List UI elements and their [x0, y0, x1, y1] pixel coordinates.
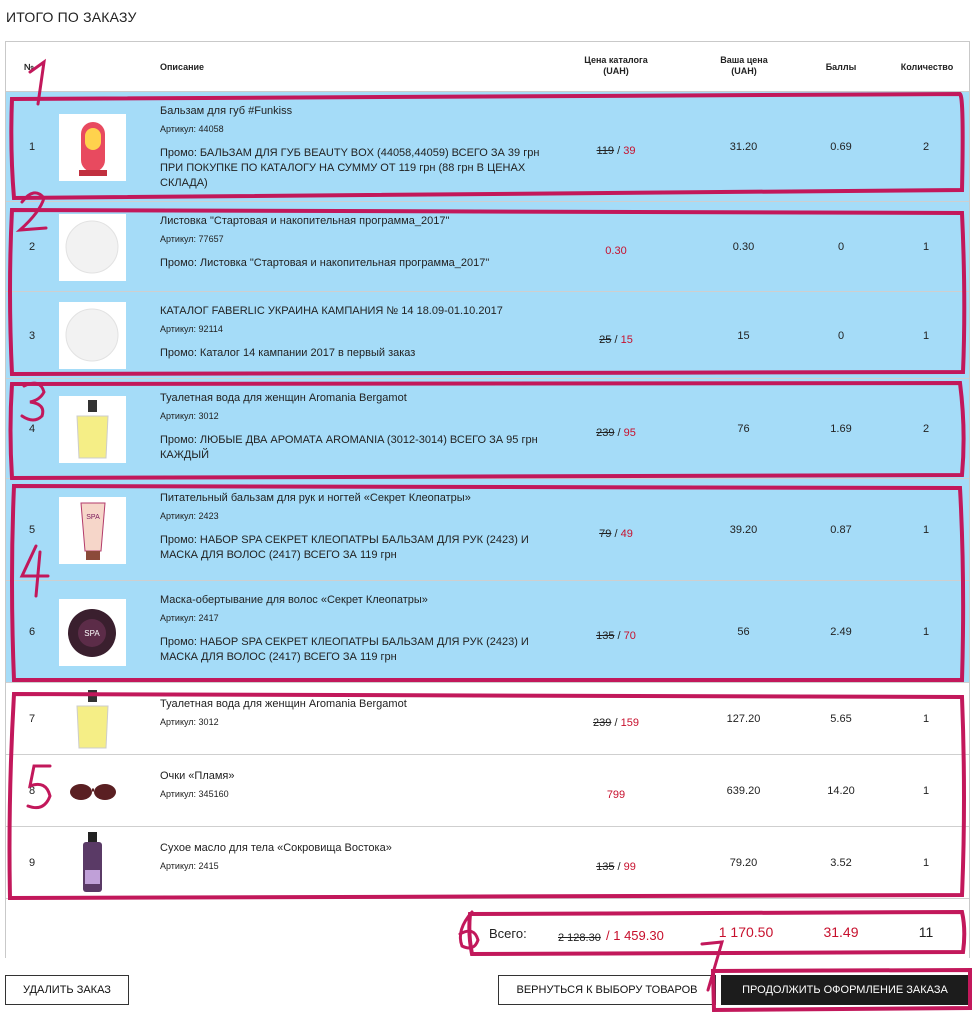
row-number: 1 [29, 141, 36, 153]
table-row [6, 755, 969, 827]
product-article: Артикул: 2417 [160, 613, 219, 623]
totals-label: Всего: [489, 926, 527, 941]
svg-text:SPA: SPA [84, 628, 100, 638]
quantity: 1 [922, 241, 930, 253]
totals-catalog-new: / 1 459.30 [606, 928, 664, 943]
row-number: 2 [29, 241, 36, 253]
row-description [160, 593, 540, 665]
product-promo: Промо: НАБОР SPA СЕКРЕТ КЛЕОПАТРЫ БАЛЬЗАМ ДЛЯ РУК (2423) И МАСКА ДЛЯ ВОЛОС (2417) ВСЕГО ЗА 119 грн [160, 636, 529, 663]
row-description [160, 697, 540, 729]
your-price: 39.20 [729, 524, 758, 536]
product-article: Артикул: 3012 [160, 717, 219, 727]
quantity: 1 [922, 713, 930, 725]
totals-row [6, 907, 969, 958]
totals-your-price: 1 170.50 [718, 924, 774, 940]
quantity: 1 [922, 626, 930, 638]
product-name[interactable]: Листовка "Стартовая и накопительная программа_2017" [160, 215, 450, 227]
quantity: 2 [922, 141, 930, 153]
your-price: 127.20 [726, 713, 761, 725]
quantity: 1 [922, 785, 930, 797]
catalog-price: 799 [606, 789, 626, 801]
product-promo: Промо: Листовка "Стартовая и накопительная программа_2017" [160, 257, 490, 269]
table-header [6, 42, 969, 92]
row-number: 3 [29, 329, 36, 342]
your-price: 76 [737, 423, 750, 435]
table-row [6, 292, 969, 379]
product-promo: Промо: БАЛЬЗАМ ДЛЯ ГУБ BEAUTY BOX (44058,44059) ВСЕГО ЗА 39 грн ПРИ ПОКУПКЕ ПО КАТАЛОГУ НА СУММУ ОТ 119 грн (88 грн В ЦЕНАХ СКЛАДА) [160, 147, 540, 189]
product-name[interactable]: Туалетная вода для женщин Aromania Bergamot [160, 392, 407, 404]
product-article: Артикул: 77657 [160, 234, 224, 244]
catalog-price: 135 / 70 [596, 630, 636, 642]
product-article: Артикул: 2423 [160, 511, 219, 521]
col-points-header: Баллы [825, 62, 857, 72]
row-number: 5 [29, 524, 36, 536]
row-description [160, 841, 540, 873]
row-number: 7 [29, 713, 36, 725]
product-promo: Промо: Каталог 14 кампании 2017 в первый заказ [160, 347, 416, 359]
your-price: 0.30 [732, 241, 755, 253]
product-name[interactable]: Туалетная вода для женщин Aromania Bergamot [160, 698, 407, 710]
sunglasses-image[interactable] [59, 758, 126, 825]
body-oil-spray-image[interactable] [59, 830, 126, 897]
product-name[interactable]: Питательный бальзам для рук и ногтей «Секрет Клеопатры» [160, 492, 471, 504]
product-article: Артикул: 44058 [160, 124, 224, 134]
table-row [6, 581, 969, 683]
product-article: Артикул: 2415 [160, 861, 219, 871]
totals-points: 31.49 [823, 924, 859, 940]
catalog-price: 25 / 15 [599, 333, 633, 346]
row-description [160, 304, 540, 361]
product-name[interactable]: Сухое масло для тела «Сокровища Востока» [160, 842, 392, 854]
catalog-price: 0.30 [605, 245, 627, 257]
catalog-price: 79 / 49 [599, 528, 633, 540]
product-article: Артикул: 92114 [160, 324, 223, 334]
your-price: 79.20 [729, 857, 758, 869]
totals-catalog-old: 2 128.30 [558, 932, 601, 944]
table-row [6, 683, 969, 755]
product-name[interactable]: КАТАЛОГ FABERLIC УКРАИНА КАМПАНИЯ № 14 18.09-01.10.2017 [160, 305, 503, 317]
svg-text:SPA: SPA [86, 513, 100, 521]
hand-balm-tube-image[interactable] [59, 497, 126, 564]
points: 0.69 [830, 141, 852, 153]
table-row [6, 92, 969, 202]
page-title: ИТОГО ПО ЗАКАЗУ [6, 9, 137, 25]
product-article: Артикул: 3012 [160, 411, 219, 421]
row-description [160, 214, 540, 271]
leaflet-placeholder-image[interactable] [59, 214, 126, 281]
points: 0 [837, 329, 845, 342]
catalog-price: 119 / 39 [596, 145, 636, 157]
product-article: Артикул: 345160 [160, 789, 229, 799]
quantity: 2 [922, 423, 930, 435]
delete-order-button[interactable]: УДАЛИТЬ ЗАКАЗ [5, 975, 129, 1005]
table-row [6, 202, 969, 292]
your-price: 15 [737, 329, 750, 342]
points: 5.65 [830, 713, 852, 725]
row-description [160, 769, 540, 801]
table-row [6, 479, 969, 581]
your-price: 31.20 [729, 141, 758, 153]
your-price: 56 [737, 626, 750, 638]
points: 3.52 [830, 857, 852, 869]
catalog-price: 239 / 159 [593, 717, 639, 729]
col-num-header: № [24, 62, 35, 72]
row-description [160, 491, 540, 563]
product-name[interactable]: Бальзам для губ #Funkiss [160, 105, 293, 117]
points: 1.69 [830, 423, 852, 435]
points: 0 [837, 241, 845, 253]
points: 0.87 [830, 524, 852, 536]
catalog-placeholder-image[interactable] [59, 302, 126, 369]
catalog-price: 239 / 95 [596, 427, 636, 439]
row-number: 4 [29, 423, 36, 435]
row-number: 6 [29, 626, 36, 638]
product-name[interactable]: Маска-обертывание для волос «Секрет Клеопатры» [160, 594, 428, 606]
totals-qty: 11 [918, 924, 934, 940]
product-name[interactable]: Очки «Пламя» [160, 770, 235, 782]
col-desc-header: Описание [160, 62, 205, 72]
product-promo: Промо: НАБОР SPA СЕКРЕТ КЛЕОПАТРЫ БАЛЬЗАМ ДЛЯ РУК (2423) И МАСКА ДЛЯ ВОЛОС (2417) ВСЕГО ЗА 119 грн [160, 534, 529, 561]
quantity: 1 [922, 329, 930, 342]
lip-balm-image[interactable] [59, 114, 126, 181]
row-number: 8 [29, 785, 36, 797]
col-your-price-header: Ваша цена (UAH) [720, 55, 768, 76]
hair-mask-jar-image[interactable] [59, 599, 126, 666]
perfume-bottle-image[interactable] [59, 686, 126, 753]
points: 14.20 [827, 785, 855, 797]
col-catalog-price-header: Цена каталога (UAH) [584, 55, 648, 76]
row-number: 9 [29, 857, 36, 869]
table-row [6, 379, 969, 479]
points: 2.49 [830, 626, 852, 638]
table-row [6, 827, 969, 899]
row-description [160, 104, 540, 191]
quantity: 1 [922, 524, 930, 536]
back-to-products-button[interactable]: ВЕРНУТЬСЯ К ВЫБОРУ ТОВАРОВ [498, 975, 716, 1005]
order-table [5, 41, 970, 958]
row-description [160, 391, 540, 463]
col-qty-header: Количество [900, 62, 954, 72]
product-promo: Промо: ЛЮБЫЕ ДВА АРОМАТА AROMANIA (3012-3014) ВСЕГО ЗА 95 грн КАЖДЫЙ [160, 434, 538, 461]
quantity: 1 [922, 857, 930, 869]
perfume-bottle-image[interactable] [59, 396, 126, 463]
continue-checkout-button[interactable]: ПРОДОЛЖИТЬ ОФОРМЛЕНИЕ ЗАКАЗА [721, 975, 969, 1005]
your-price: 639.20 [726, 785, 761, 797]
catalog-price: 135 / 99 [596, 861, 636, 873]
